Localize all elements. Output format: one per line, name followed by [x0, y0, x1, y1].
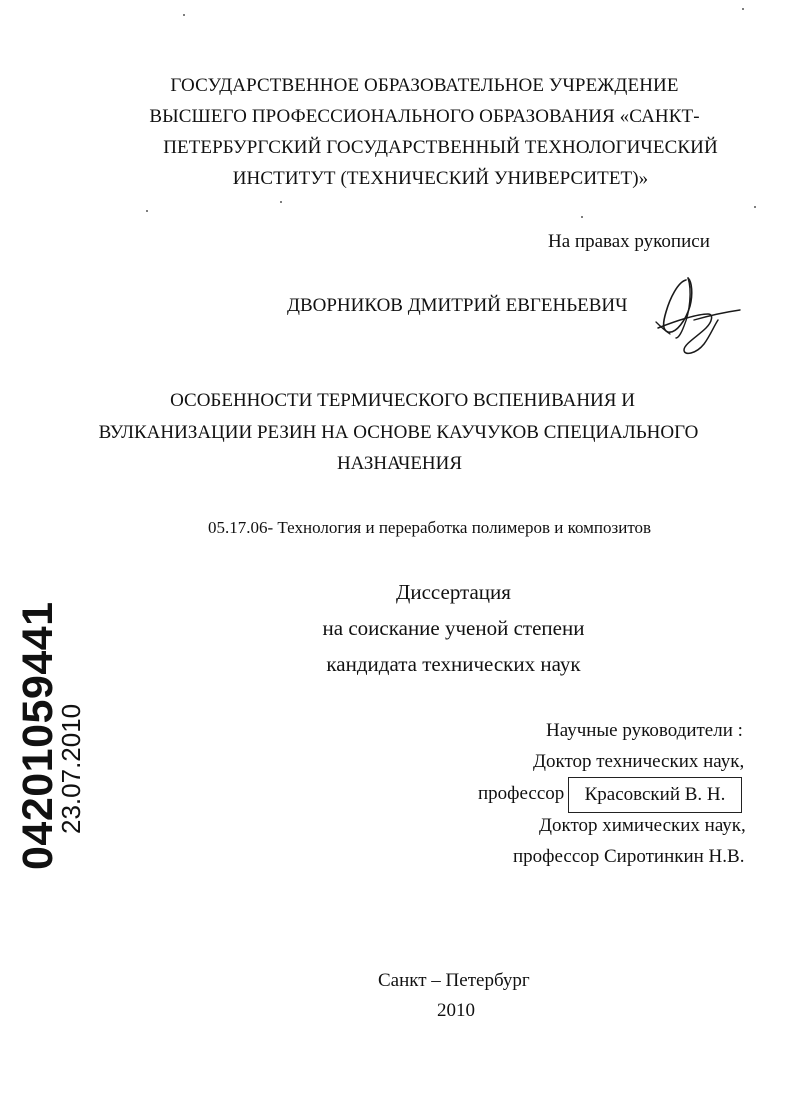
supervisor-name-box: Красовский В. Н.	[568, 777, 742, 813]
institution-line: ИНСТИТУТ (ТЕХНИЧЕСКИЙ УНИВЕРСИТЕТ)»	[232, 168, 649, 189]
scan-speck	[183, 14, 185, 16]
scan-speck	[146, 210, 148, 212]
institution-line: ГОСУДАРСТВЕННОЕ ОБРАЗОВАТЕЛЬНОЕ УЧРЕЖДЕНИЕ	[170, 75, 679, 96]
scan-speck	[754, 206, 756, 208]
title-line: НАЗНАЧЕНИЯ	[336, 453, 463, 474]
degree-line: Диссертация	[396, 580, 511, 604]
institution-line: ВЫСШЕГО ПРОФЕССИОНАЛЬНОГО ОБРАЗОВАНИЯ «САНКТ-	[149, 106, 700, 127]
library-stamp-date: 23.07.2010	[56, 703, 86, 834]
supervisor-degree: Доктор химических наук,	[539, 815, 746, 836]
scan-speck	[280, 201, 282, 203]
specialty-code: 05.17.06- Технология и переработка полимеров и композитов	[208, 518, 652, 537]
institution-line: ПЕТЕРБУРГСКИЙ ГОСУДАРСТВЕННЫЙ ТЕХНОЛОГИЧЕСКИЙ	[163, 137, 718, 158]
handwritten-signature	[648, 268, 744, 358]
supervisors-heading: Научные руководители :	[546, 720, 743, 741]
supervisor-rank: профессор	[478, 783, 565, 804]
degree-line: кандидата технических наук	[326, 652, 581, 676]
city: Санкт – Петербург	[378, 970, 530, 991]
supervisor-name: профессор Сиротинкин Н.В.	[513, 846, 745, 867]
degree-line: на соискание ученой степени	[322, 616, 585, 640]
supervisor-degree: Доктор технических наук,	[533, 751, 745, 772]
title-line: ВУЛКАНИЗАЦИИ РЕЗИН НА ОСНОВЕ КАУЧУКОВ СПЕЦИАЛЬНОГО	[98, 422, 699, 443]
title-line: ОСОБЕННОСТИ ТЕРМИЧЕСКОГО ВСПЕНИВАНИЯ И	[170, 390, 635, 411]
author-name: ДВОРНИКОВ ДМИТРИЙ ЕВГЕНЬЕВИЧ	[287, 295, 628, 316]
scan-speck	[742, 8, 744, 10]
library-stamp-number: 04201059441	[14, 601, 62, 870]
scan-speck	[581, 216, 583, 218]
year: 2010	[437, 1000, 475, 1021]
manuscript-note: На правах рукописи	[548, 231, 710, 252]
